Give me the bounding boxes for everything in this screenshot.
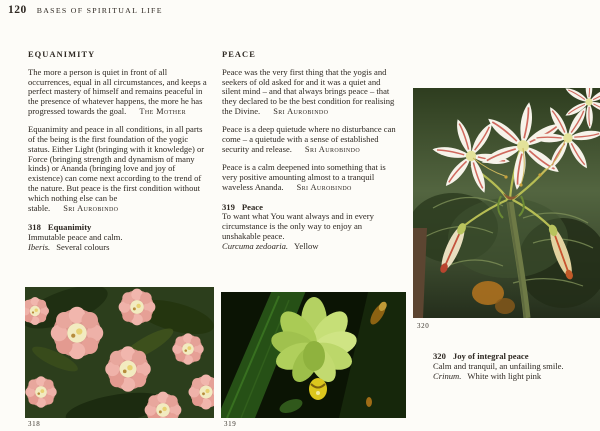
species-colour: White with light pink <box>467 370 542 381</box>
equanimity-paragraph-1 <box>28 68 208 117</box>
photo-319-curcuma <box>221 292 406 418</box>
attribution: Sri Aurobindo <box>296 182 352 192</box>
attribution: Sri Aurobindo <box>63 203 119 213</box>
attribution: Sri Aurobindo <box>273 106 329 116</box>
entry-species-line <box>222 242 399 252</box>
equanimity-paragraph-2 <box>28 125 208 213</box>
entry-significance: Calm and tranquil, an unfailing smile. <box>433 360 564 371</box>
photo-label-319: 319 <box>224 420 237 428</box>
column-peace <box>222 50 399 252</box>
flower-entry-319 <box>222 203 399 252</box>
entry-significance: Immutable peace and calm. <box>28 232 123 243</box>
species-colour: Yellow <box>294 240 319 251</box>
peace-paragraph-2 <box>222 125 399 154</box>
peace-paragraph-3 <box>222 163 399 192</box>
photo-label-318: 318 <box>28 420 41 428</box>
entry-title: Peace <box>241 201 263 212</box>
photo-320-crinum <box>413 88 600 318</box>
flower-entry-320 <box>433 352 593 381</box>
section-heading-peace: PEACE <box>222 50 256 59</box>
entry-number: 319 <box>222 201 235 212</box>
flower-photo-illustration <box>25 287 214 418</box>
photo-318-iberis <box>25 287 214 418</box>
paragraph-text: Peace is a deep quietude where no disturbance can come – a quietude with a sense of established security and release. <box>222 124 396 154</box>
flower-photo-illustration <box>413 88 600 318</box>
paragraph-text: Peace was the very first thing that the yogis and seekers of old asked for and it was a quiet and silent mind – and that always brings peace – that they declared to be the best condition for realising the Divine. <box>222 66 395 116</box>
entry-species-line <box>28 243 208 253</box>
paragraph-text: Peace is a calm deepened into something that is very positive amounting almost to a tranquil waveless Ananda. <box>222 162 386 192</box>
peace-paragraph-1 <box>222 68 399 117</box>
running-title: BASES OF SPIRITUAL LIFE <box>36 6 163 15</box>
column-equanimity <box>28 50 208 253</box>
entry-number: 318 <box>28 222 41 233</box>
entry-title: Equanimity <box>47 222 92 233</box>
photo-label-320: 320 <box>417 322 430 330</box>
entry-number: 320 <box>433 351 446 361</box>
species-name: Iberis. <box>28 242 51 253</box>
flower-photo-illustration <box>221 292 406 418</box>
section-heading-equanimity: EQUANIMITY <box>28 50 96 59</box>
paragraph-text: Equanimity and peace in all conditions, in all parts of the being is the first foundation of the yogic status. Either Light (bringing with it knowledge) or Force (bringing strength and dynamism of many kinds) or Ananda (bringing love and joy of existence) can come next according to the trend of the nature. But peace is the first condition without which nothing else can be stable. <box>28 124 205 213</box>
page-number: 120 <box>8 4 27 16</box>
attribution: Sri Aurobindo <box>304 144 361 154</box>
entry-species-line <box>433 372 593 382</box>
species-colour: Several colours <box>56 242 110 253</box>
species-name: Crinum. <box>433 370 462 381</box>
entry-title: Joy of integral peace <box>452 351 529 361</box>
paragraph-text: The more a person is quiet in front of all occurrences, equal in all circumstances, and keeps a perfect mastery of himself and remains peaceful in the presence of whatever happens, the more he has progressed towards the goal. <box>28 66 207 116</box>
species-name: Curcuma zedoaria. <box>222 240 289 251</box>
page-header <box>8 4 163 16</box>
flower-entry-318 <box>28 223 208 252</box>
entry-significance: To want what You want always and in every circumstance is the only way to enjoy an unshakable peace. <box>222 211 374 241</box>
attribution: The Mother <box>139 106 186 116</box>
